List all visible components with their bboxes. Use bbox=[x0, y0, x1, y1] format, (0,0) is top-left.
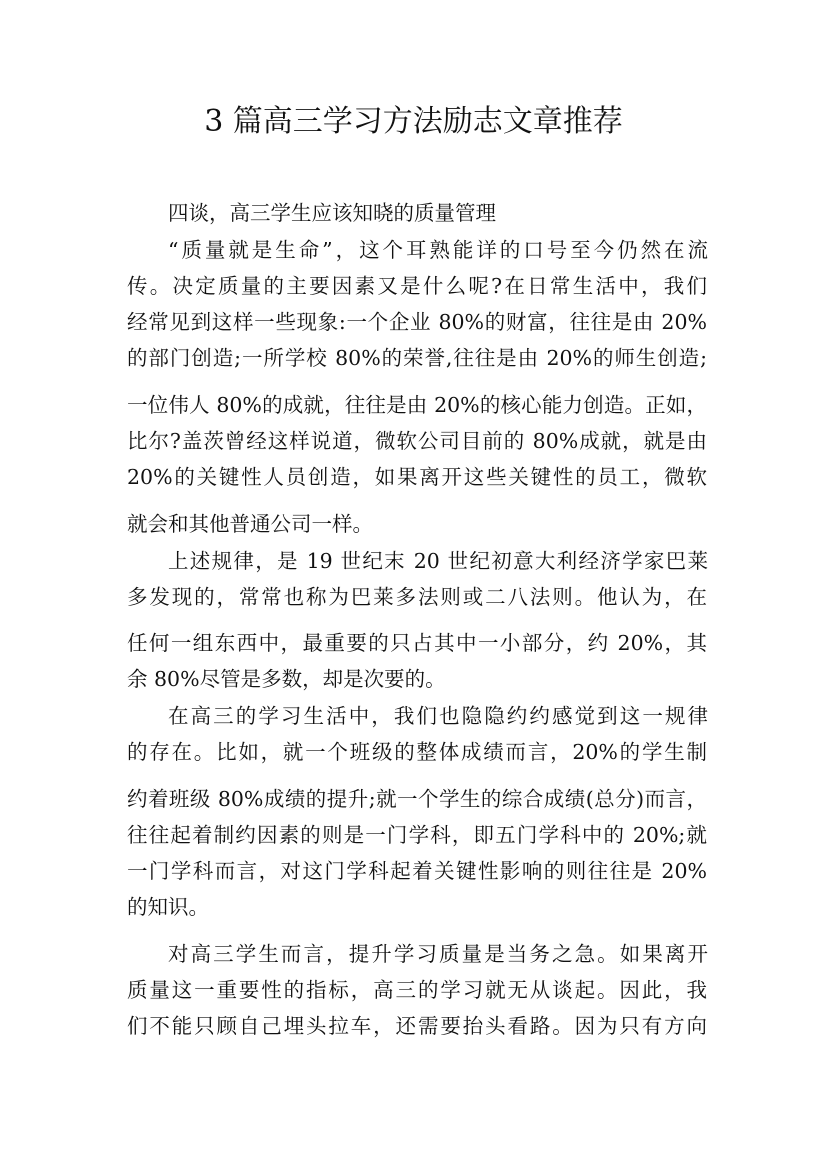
paragraph-line: 的部门创造;一所学校 80%的荣誉,往往是由 20%的师生创造; bbox=[127, 346, 707, 370]
paragraph-line: 四谈，高三学生应该知晓的质量管理 bbox=[168, 201, 496, 225]
paragraph-line: 质量这一重要性的指标，高三的学习就无从谈起。因此，我 bbox=[127, 978, 707, 1002]
page-title: 3 篇高三学习方法励志文章推荐 bbox=[204, 104, 623, 139]
paragraph-line: 一位伟人 80%的成就，往往是由 20%的核心能力创造。正如， bbox=[127, 393, 707, 417]
paragraph-line: 余 80%尽管是多数，却是次要的。 bbox=[127, 667, 446, 691]
paragraph-line: 任何一组东西中，最重要的只占其中一小部分，约 20%，其 bbox=[127, 631, 707, 655]
paragraph-line: 传。决定质量的主要因素又是什么呢?在日常生活中，我们 bbox=[127, 274, 707, 298]
paragraph-line: “质量就是生命”，这个耳熟能详的口号至今仍然在流 bbox=[168, 238, 708, 262]
paragraph-line: 多发现的，常常也称为巴莱多法则或二八法则。他认为，在 bbox=[127, 585, 707, 609]
paragraph-line: 在高三的学习生活中，我们也隐隐约约感觉到这一规律 bbox=[168, 704, 708, 728]
paragraph-line: 约着班级 80%成绩的提升;就一个学生的综合成绩(总分)而言， bbox=[127, 787, 707, 811]
paragraph-line: 上述规律，是 19 世纪末 20 世纪初意大利经济学家巴莱 bbox=[168, 549, 708, 573]
paragraph-line: 20%的关键性人员创造，如果离开这些关键性的员工，微软 bbox=[127, 465, 707, 489]
paragraph-line: 比尔?盖茨曾经这样说道，微软公司目前的 80%成就，就是由 bbox=[127, 429, 707, 453]
paragraph-line: 们不能只顾自己埋头拉车，还需要抬头看路。因为只有方向 bbox=[127, 1014, 707, 1038]
paragraph-line: 的存在。比如，就一个班级的整体成绩而言，20%的学生制 bbox=[127, 740, 707, 764]
paragraph-line: 就会和其他普通公司一样。 bbox=[127, 512, 373, 536]
paragraph-line: 往往起着制约因素的则是一门学科，即五门学科中的 20%;就 bbox=[127, 823, 707, 847]
paragraph-line: 的知识。 bbox=[127, 895, 209, 919]
paragraph-line: 经常见到这样一些现象:一个企业 80%的财富，往往是由 20% bbox=[127, 310, 707, 334]
paragraph-line: 对高三学生而言，提升学习质量是当务之急。如果离开 bbox=[168, 942, 708, 966]
paragraph-line: 一门学科而言，对这门学科起着关键性影响的则往往是 20% bbox=[127, 859, 707, 883]
